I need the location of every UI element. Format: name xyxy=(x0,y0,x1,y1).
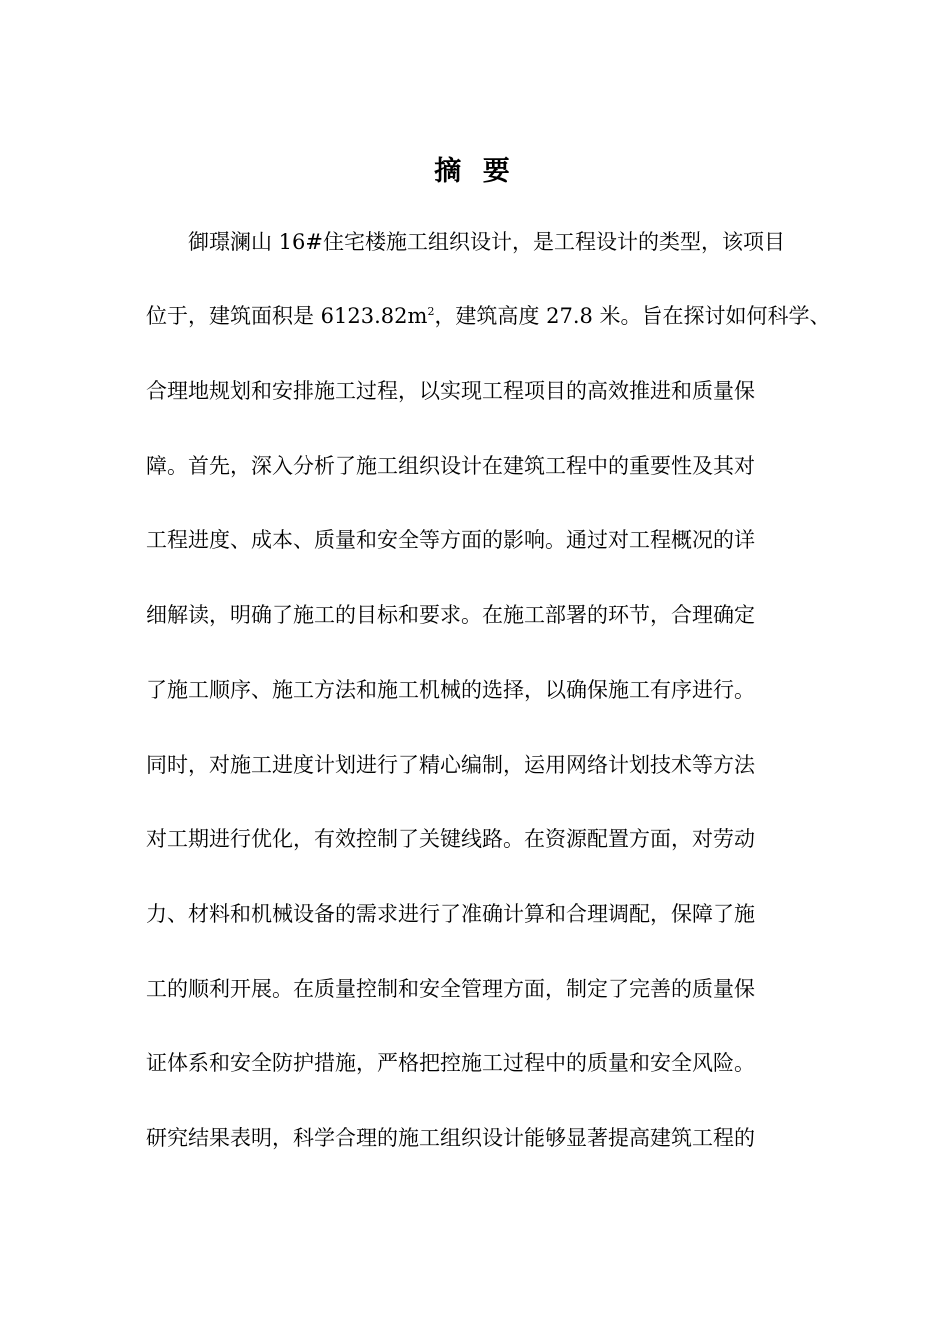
paragraph-line-2-part-a: 位于，建筑面积是 6123.82m xyxy=(146,304,428,328)
paragraph-line-5: 工程进度、成本、质量和安全等方面的影响。通过对工程概况的详 xyxy=(146,528,755,552)
abstract-title: 摘 要 xyxy=(434,156,516,187)
paragraph-line-10: 力、材料和机械设备的需求进行了准确计算和合理调配，保障了施 xyxy=(146,902,755,926)
paragraph-line-6: 细解读，明确了施工的目标和要求。在施工部署的环节，合理确定 xyxy=(146,603,755,627)
paragraph-line-7: 了施工顺序、施工方法和施工机械的选择，以确保施工有序进行。 xyxy=(146,678,755,702)
paragraph-line-1: 御璟澜山 16#住宅楼施工组织设计，是工程设计的类型，该项目 xyxy=(188,230,785,254)
paragraph-line-9: 对工期进行优化，有效控制了关键线路。在资源配置方面，对劳动 xyxy=(146,827,755,851)
paragraph-line-11: 工的顺利开展。在质量控制和安全管理方面，制定了完善的质量保 xyxy=(146,977,755,1001)
superscript-exponent: 2 xyxy=(427,305,435,318)
paragraph-line-13: 研究结果表明，科学合理的施工组织设计能够显著提高建筑工程的 xyxy=(146,1126,755,1150)
paragraph-line-2 xyxy=(146,301,831,331)
paragraph-line-4: 障。首先，深入分析了施工组织设计在建筑工程中的重要性及其对 xyxy=(146,454,755,478)
paragraph-line-12: 证体系和安全防护措施，严格把控施工过程中的质量和安全风险。 xyxy=(146,1051,755,1075)
paragraph-line-8: 同时，对施工进度计划进行了精心编制，运用网络计划技术等方法 xyxy=(146,753,755,777)
paragraph-line-3: 合理地规划和安排施工过程，以实现工程项目的高效推进和质量保 xyxy=(146,379,755,403)
paragraph-line-2-part-b: ，建筑高度 27.8 米。旨在探讨如何科学、 xyxy=(434,304,831,328)
